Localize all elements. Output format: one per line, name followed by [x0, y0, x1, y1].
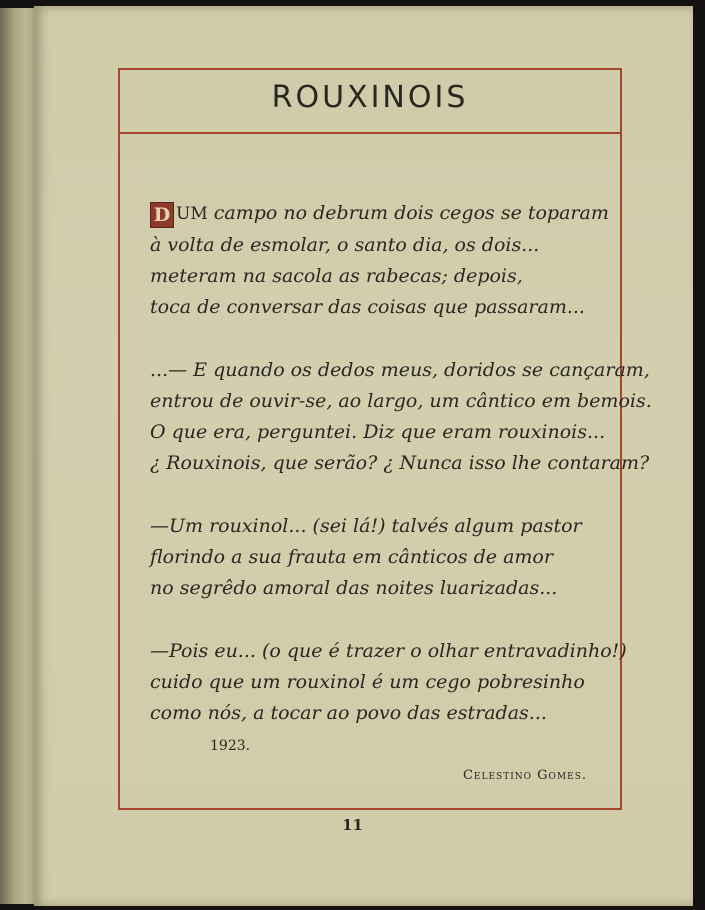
drop-cap: D — [150, 202, 174, 228]
poem-body — [150, 198, 652, 729]
poem-line: —Pois eu... (o que é trazer o olhar entravadinho!) — [150, 640, 627, 662]
poem-author: Celestino Gomes. — [462, 768, 587, 783]
poem-line: —Um rouxinol... (sei lá!) talvés algum pastor — [150, 515, 582, 537]
poem-title: ROUXINOIS — [271, 80, 469, 115]
poem-year: 1923. — [210, 738, 251, 754]
poem-line: ¿ Rouxinois, que serão? ¿ Nunca isso lhe contaram? — [150, 452, 650, 474]
poem-line: no segrêdo amoral das noites luarizadas... — [150, 577, 558, 599]
poem-line: como nós, a tocar ao povo das estradas... — [150, 702, 547, 724]
poem-line: D UM campo no debrum dois cegos se toparam — [150, 198, 610, 230]
poem-line: cuido que um rouxinol é um cego pobresinho — [150, 671, 585, 693]
poem-line: à volta de esmolar, o santo dia, os dois... — [150, 234, 540, 256]
poem-line: entrou de ouvir-se, ao largo, um cântico em bemois. — [150, 390, 652, 412]
poem-line: ...— E quando os dedos meus, doridos se cançaram, — [150, 359, 650, 381]
poem-line: O que era, perguntei. Diz que eram rouxinois... — [150, 421, 606, 443]
left-page-edge — [0, 8, 34, 904]
poem-line: florindo a sua frauta em cânticos de amor — [150, 546, 553, 568]
first-word-rest: UM — [176, 204, 208, 224]
title-divider — [120, 132, 620, 134]
page-number: 11 — [342, 816, 363, 834]
poem-line: meteram na sacola as rabecas; depois, — [150, 265, 523, 287]
poem-line: toca de conversar das coisas que passaram... — [150, 296, 585, 318]
